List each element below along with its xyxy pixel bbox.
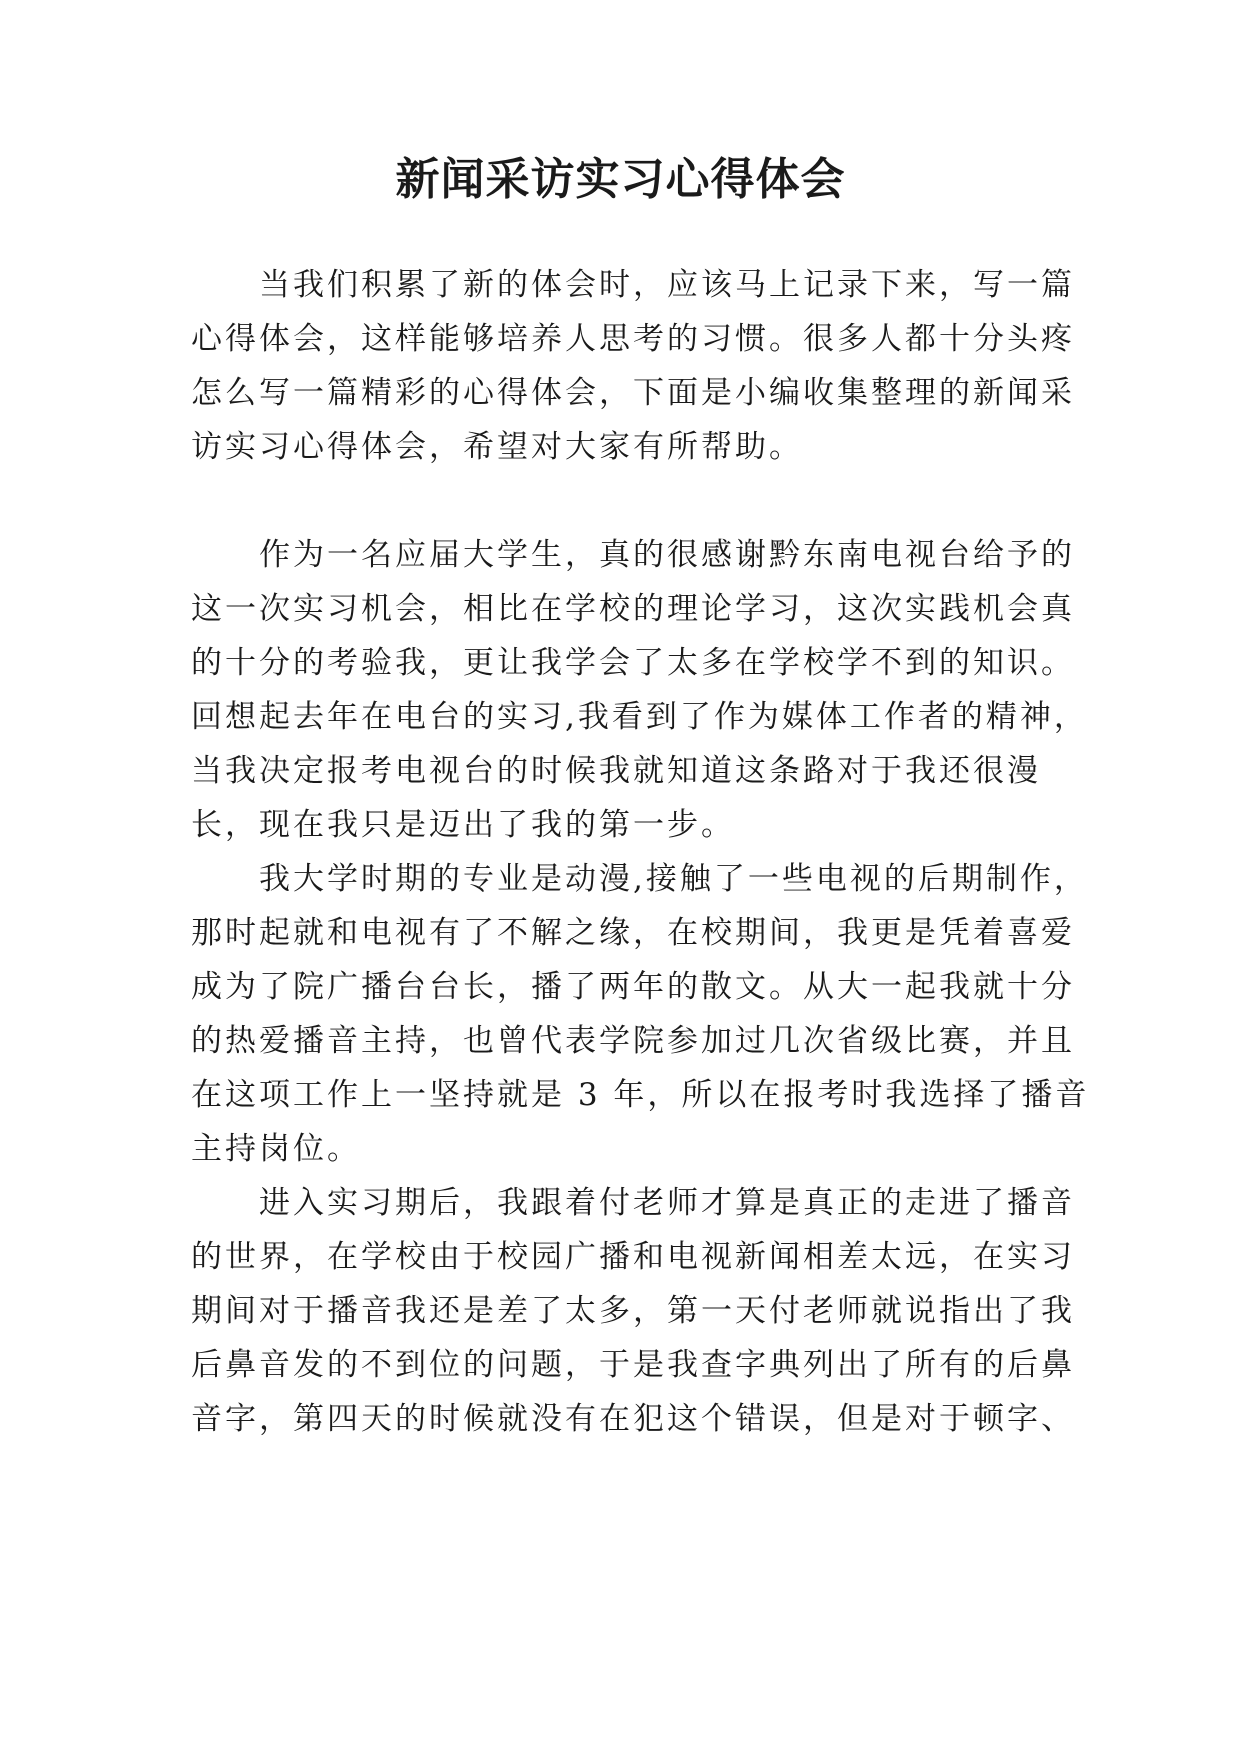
paragraph-2-line-2: 这一次实习机会，相比在学校的理论学习，这次实践机会真 (191, 591, 1075, 627)
paragraph-1-line-1: 当我们积累了新的体会时，应该马上记录下来，写一篇 (259, 267, 1075, 303)
document-title: 新闻采访实习心得体会 (395, 154, 846, 205)
paragraph-2-line-4: 回想起去年在电台的实习,我看到了作为媒体工作者的精神， (191, 699, 1088, 735)
paragraph-4-line-1: 进入实习期后，我跟着付老师才算是真正的走进了播音 (259, 1185, 1075, 1221)
paragraph-2-line-3: 的十分的考验我，更让我学会了太多在学校学不到的知识。 (191, 645, 1075, 681)
paragraph-4-line-3: 期间对于播音我还是差了太多，第一天付老师就说指出了我 (191, 1293, 1075, 1329)
paragraph-4-line-4: 后鼻音发的不到位的问题，于是我查字典列出了所有的后鼻 (191, 1347, 1075, 1383)
paragraph-3-line-4: 的热爱播音主持，也曾代表学院参加过几次省级比赛，并且 (191, 1023, 1075, 1059)
paragraph-2-line-5: 当我决定报考电视台的时候我就知道这条路对于我还很漫 (191, 753, 1041, 789)
paragraph-1-line-2: 心得体会，这样能够培养人思考的习惯。很多人都十分头疼 (191, 321, 1075, 357)
paragraph-4-line-5: 音字，第四天的时候就没有在犯这个错误，但是对于顿字、 (191, 1401, 1075, 1437)
paragraph-1-line-4: 访实习心得体会，希望对大家有所帮助。 (191, 429, 803, 465)
paragraph-3-line-5: 在这项工作上一坚持就是 3 年，所以在报考时我选择了播音 (191, 1077, 1090, 1113)
paragraph-2-line-1: 作为一名应届大学生，真的很感谢黔东南电视台给予的 (259, 537, 1075, 573)
paragraph-3-line-6: 主持岗位。 (191, 1131, 361, 1167)
paragraph-3-line-1: 我大学时期的专业是动漫,接触了一些电视的后期制作， (259, 861, 1088, 897)
paragraph-1-line-3: 怎么写一篇精彩的心得体会，下面是小编收集整理的新闻采 (191, 375, 1075, 411)
paragraph-4-line-2: 的世界，在学校由于校园广播和电视新闻相差太远，在实习 (191, 1239, 1075, 1275)
paragraph-3-line-2: 那时起就和电视有了不解之缘，在校期间，我更是凭着喜爱 (191, 915, 1075, 951)
paragraph-3-line-3: 成为了院广播台台长，播了两年的散文。从大一起我就十分 (191, 969, 1075, 1005)
paragraph-2-line-6: 长，现在我只是迈出了我的第一步。 (191, 807, 735, 843)
